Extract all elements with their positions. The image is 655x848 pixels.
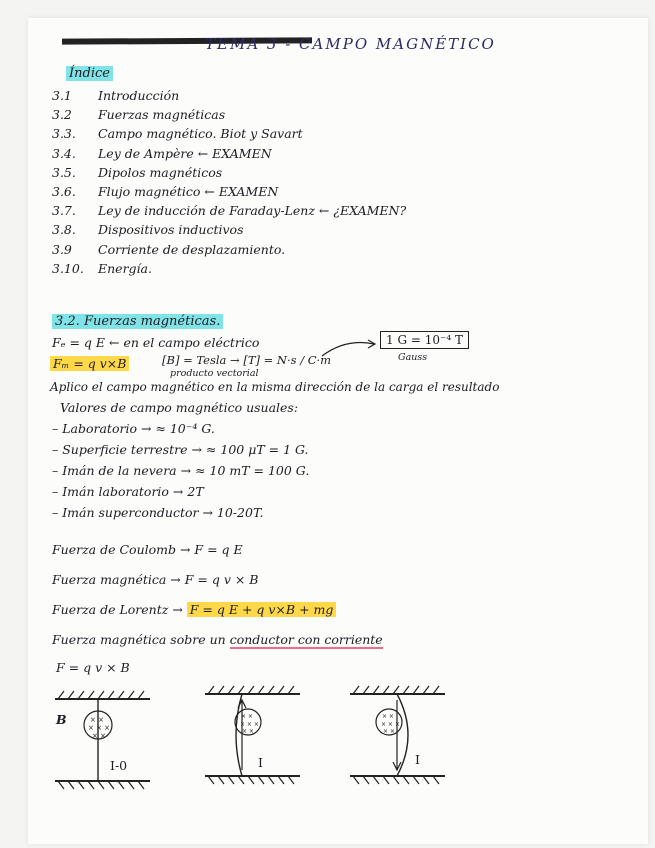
section-heading-text: 3.2. Fuerzas magnéticas.	[52, 314, 223, 329]
values-heading: Valores de campo magnético usuales:	[60, 400, 299, 415]
svg-text:× ×: × ×	[92, 732, 106, 740]
index-text: Dispositivos inductivos	[98, 222, 244, 238]
conductor-prefix: Fuerza magnética sobre un	[52, 632, 226, 647]
b-field-label: B	[56, 712, 67, 727]
index-item	[52, 259, 406, 278]
diagram-no-current	[50, 685, 160, 795]
svg-text:× ×: × ×	[90, 716, 104, 724]
magnetic-force-line	[50, 356, 129, 371]
index-item	[52, 182, 406, 201]
gauss-box: 1 G = 10⁻⁴ T	[380, 331, 469, 349]
index-num: 3.9	[52, 241, 72, 257]
index-text: Ley de inducción de Faraday-Lenz ← ¿EXAMEN?	[98, 203, 407, 219]
svg-text:× ×: × ×	[241, 713, 253, 720]
coulomb-line: Fuerza de Coulomb → F = q E	[52, 542, 243, 557]
index-item	[52, 163, 406, 182]
index-text: Introducción	[98, 88, 180, 103]
page-title: TEMA 3 - CAMPO MAGNÉTICO	[205, 35, 496, 53]
index-text: Campo magnético. Biot y Savart	[98, 126, 303, 142]
vector-product-note: producto vectorial	[170, 368, 259, 379]
magnetic-line: Fuerza magnética → F = q v × B	[52, 572, 259, 587]
svg-text:× ×: × ×	[383, 728, 395, 735]
index-num: 3.7.	[52, 203, 76, 219]
current-label-2: I	[258, 755, 263, 770]
index-text: Dipolos magnéticos	[98, 164, 223, 180]
no-current-label: I-0	[110, 758, 128, 773]
diagram-current-down	[345, 680, 455, 790]
index-num: 3.4.	[52, 145, 76, 161]
index-list	[52, 86, 406, 278]
diagram-current-up	[200, 680, 310, 790]
index-num: 3.10.	[52, 260, 84, 276]
index-text: Energía.	[98, 260, 152, 276]
index-text: Ley de Ampère ← EXAMEN	[98, 145, 272, 161]
index-item	[52, 201, 406, 220]
index-text: Fuerzas magnéticas	[98, 107, 226, 123]
section-heading	[52, 314, 223, 329]
svg-text:× ×: × ×	[382, 713, 394, 720]
gauss-box-wrap	[380, 332, 469, 347]
gauss-label: Gauss	[398, 352, 428, 363]
index-num: 3.5.	[52, 164, 76, 180]
value-item: – Imán superconductor → 10-20T.	[52, 505, 264, 520]
index-item	[52, 240, 406, 259]
index-text: Corriente de desplazamiento.	[98, 241, 286, 257]
index-num: 3.8.	[52, 222, 76, 238]
index-item	[52, 124, 406, 143]
conductor-line	[52, 632, 383, 647]
svg-text:× × ×: × × ×	[381, 721, 400, 728]
svg-text:× × ×: × × ×	[88, 724, 111, 732]
lorentz-label: Fuerza de Lorentz →	[52, 602, 183, 617]
index-num: 3.1	[52, 88, 72, 103]
index-heading-text: Índice	[66, 66, 113, 81]
index-num: 3.3.	[52, 126, 76, 142]
svg-text:× × ×: × × ×	[240, 721, 259, 728]
tesla-units: [B] = Tesla → [T] = N·s / C·m	[162, 353, 332, 367]
index-num: 3.6.	[52, 183, 76, 199]
index-item	[52, 220, 406, 239]
svg-text:× ×: × ×	[242, 728, 254, 735]
lorentz-line	[52, 602, 336, 617]
value-item: – Laboratorio → ≈ 10⁻⁴ G.	[52, 421, 215, 436]
value-item: – Superficie terrestre → ≈ 100 μT = 1 G.	[52, 442, 309, 457]
index-item	[52, 144, 406, 163]
current-label-3: I	[415, 752, 420, 767]
index-num: 3.2	[52, 107, 72, 123]
value-item: – Imán laboratorio → 2T	[52, 484, 204, 499]
apply-line: Aplico el campo magnético en la misma dirección de la carga el resultado	[50, 380, 500, 394]
conductor-underlined: conductor con corriente	[229, 632, 383, 647]
value-item: – Imán de la nevera → ≈ 10 mT = 100 G.	[52, 463, 310, 478]
index-item	[52, 86, 406, 105]
index-heading	[66, 66, 113, 81]
force-formula: F = q v × B	[56, 660, 130, 675]
index-text: Flujo magnético ← EXAMEN	[98, 183, 279, 199]
electric-force-line: Fₑ = q E ← en el campo eléctrico	[52, 335, 260, 350]
magnetic-force-formula: Fₘ = q v×B	[50, 356, 129, 371]
index-item	[52, 105, 406, 124]
lorentz-equation: F = q E + q v×B + mg	[187, 602, 337, 617]
